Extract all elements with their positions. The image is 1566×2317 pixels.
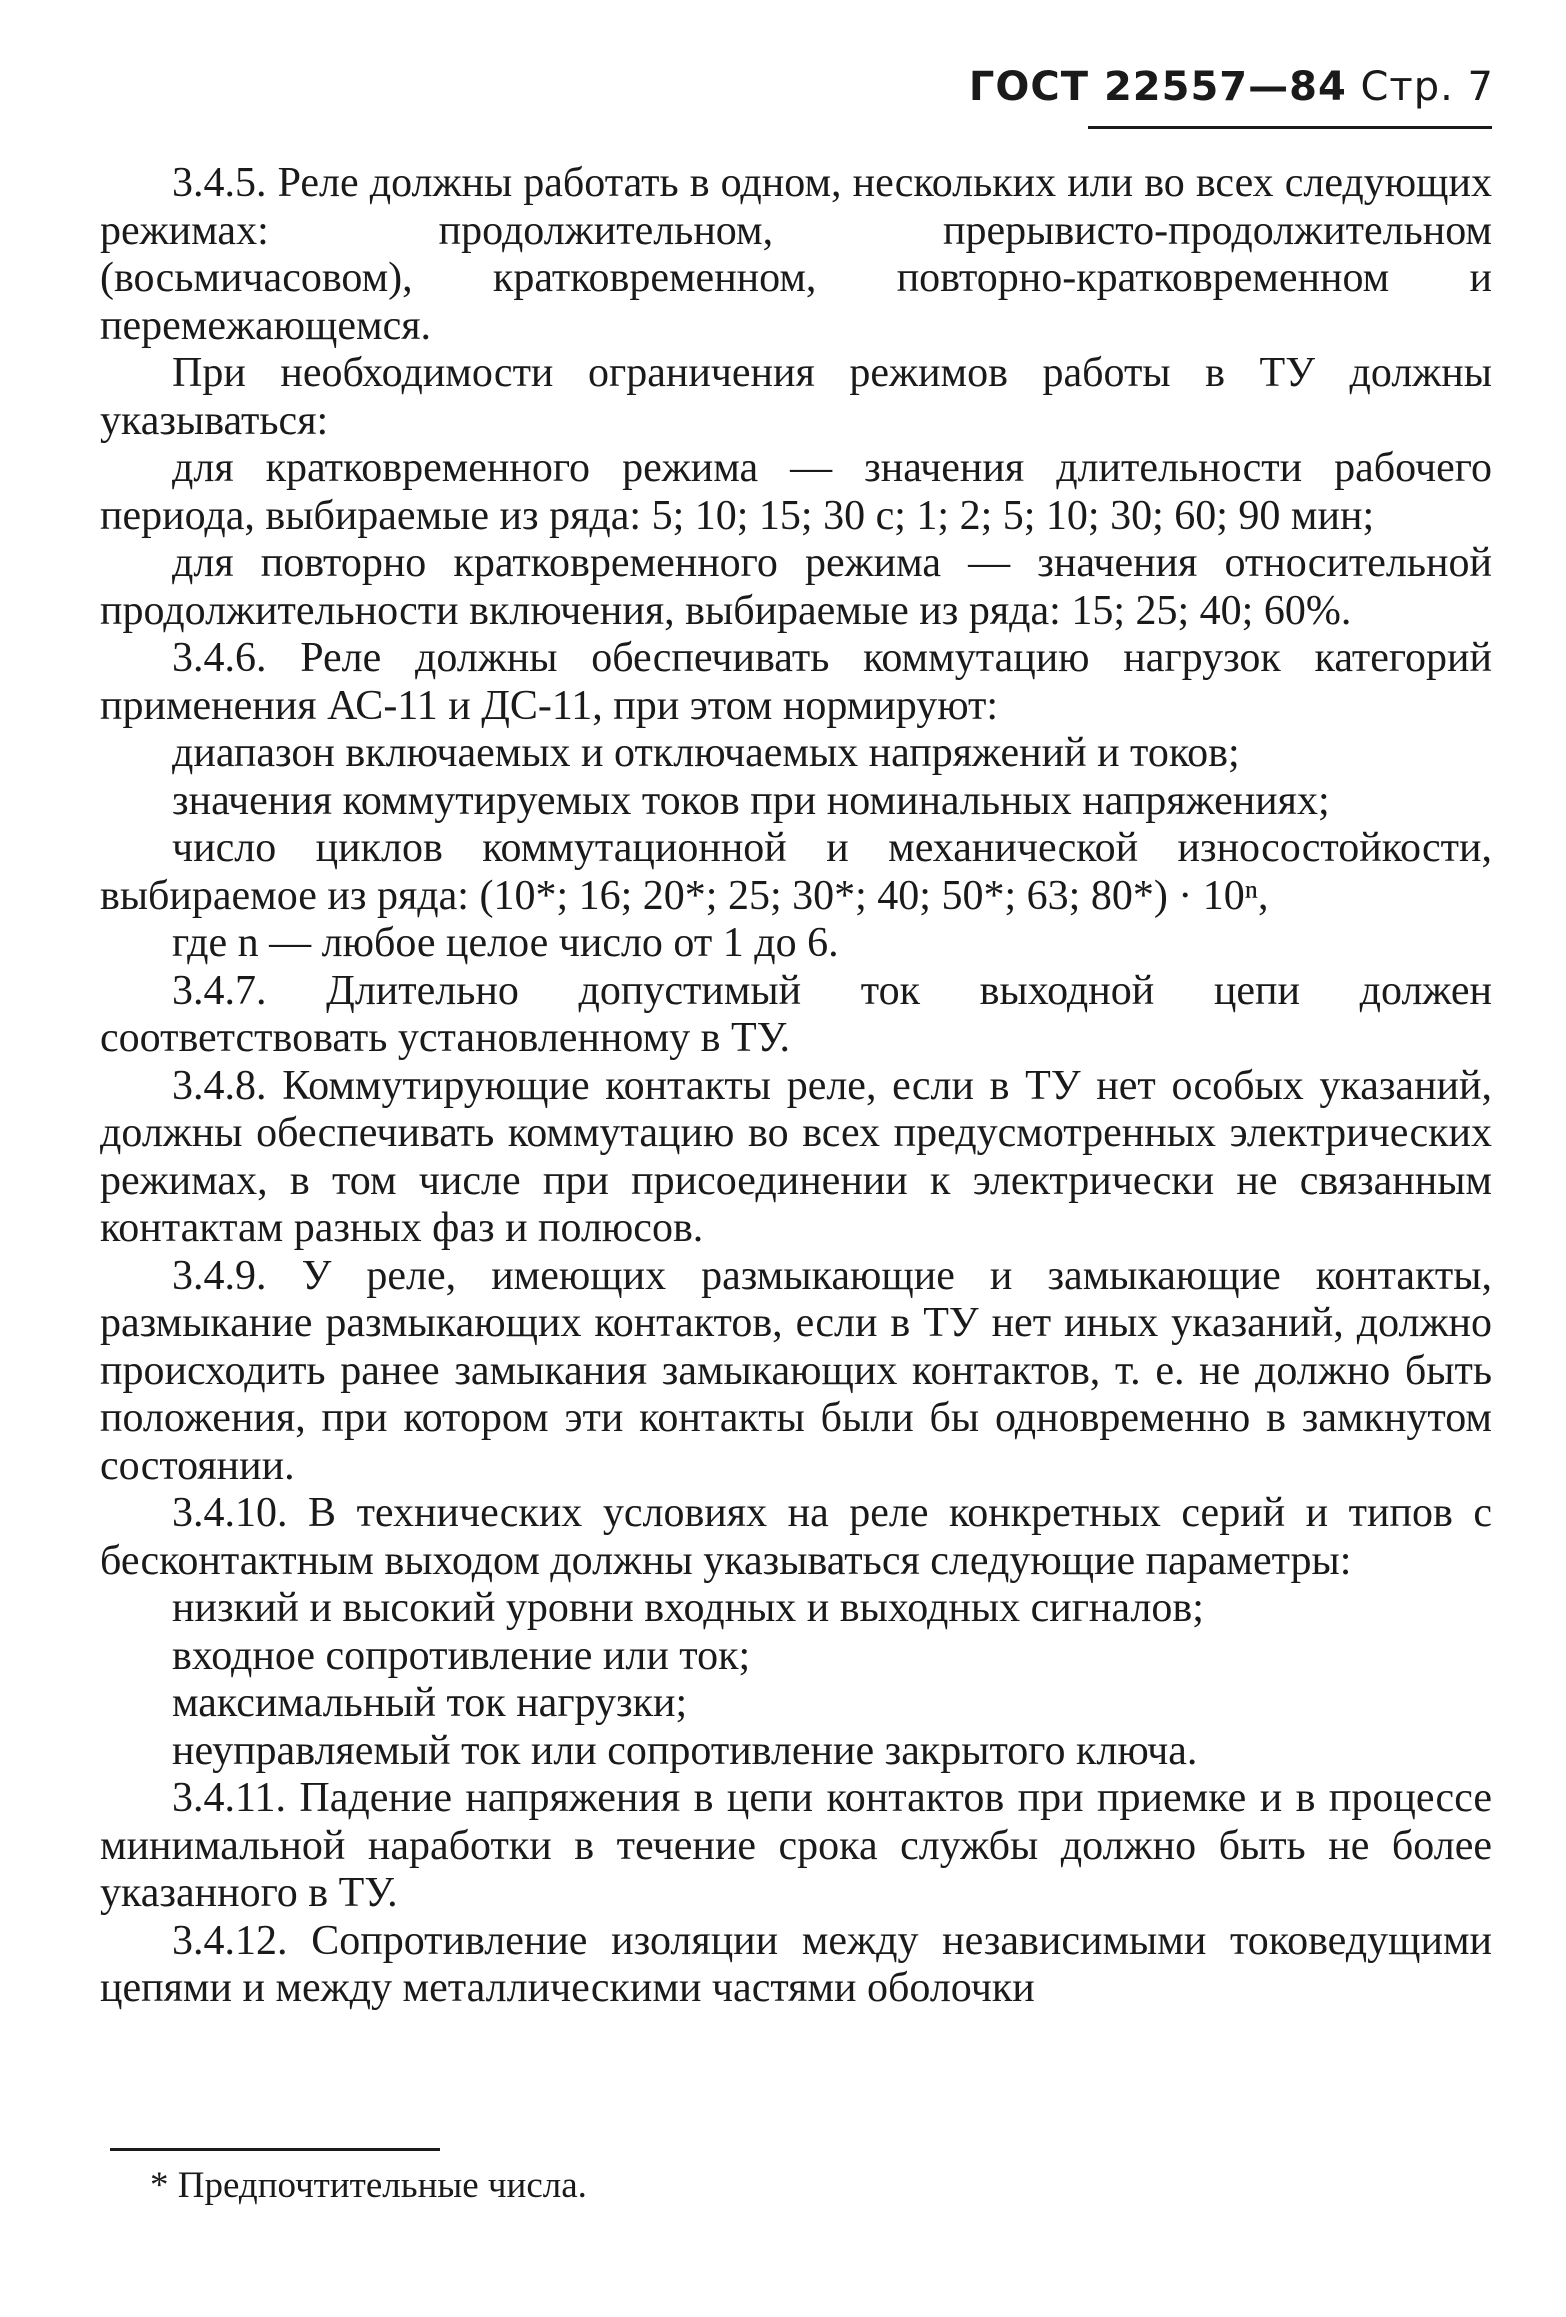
paragraph-voltage-range: диапазон включаемых и отключаемых напряжений и токов; [172, 730, 1240, 776]
paragraph-modes-limits: При необходимости ограничения режимов работы в ТУ должны указываться: [100, 350, 1492, 444]
paragraph-max-load-current: максимальный ток нагрузки; [172, 1680, 688, 1726]
paragraph-intermittent-mode: для повторно кратковременного режима — значения относительной продолжительности включения, выбираемые из ряда: 15; 25; 40; 60%. [100, 540, 1492, 634]
clause-3-4-9: 3.4.9. У реле, имеющих размыкающие и замыкающие контакты, размыкание размыкающих контактов, если в ТУ нет иных указаний, должно происходить ранее замыкания замыкающих контактов, т. е. не должно быть положения, при котором эти контакты были бы одновременно в замкнутом состоянии. [100, 1252, 1492, 1489]
paragraph-switched-currents: значения коммутируемых токов при номинальных напряжениях; [172, 777, 1330, 824]
paragraph-n-definition: где n — любое целое число от 1 до 6. [172, 920, 839, 966]
clause-3-4-11: 3.4.11. Падение напряжения в цепи контактов при приемке и в процессе минимальной наработки в течение срока службы должно быть не более указанного в ТУ. [100, 1775, 1492, 1916]
clause-3-4-12: 3.4.12. Сопротивление изоляции между независимыми токоведущими цепями и между металлическими частями оболочки [100, 1917, 1492, 2011]
paragraph-endurance-cycles: число циклов коммутационной и механической износостойкости, выбираемое из ряда: (10*; 16; 20*; 25; 30*; 40; 50*; 63; 80*) · 10ⁿ, [100, 825, 1492, 919]
document-body [100, 160, 1492, 2013]
clause-3-4-6: 3.4.6. Реле должны обеспечивать коммутацию нагрузок категорий применения АС-11 и ДС-11, при этом нормируют: [100, 635, 1492, 729]
footnote-rule [110, 2148, 440, 2151]
footnote: * Предпочтительные числа. [150, 2165, 587, 2206]
clause-3-4-7: 3.4.7. Длительно допустимый ток выходной цепи должен соответствовать установленному в ТУ. [100, 967, 1492, 1061]
paragraph-signal-levels: низкий и высокий уровни входных и выходных сигналов; [172, 1585, 1204, 1631]
page-header [969, 64, 1494, 110]
clause-3-4-10: 3.4.10. В технических условиях на реле конкретных серий и типов с бесконтактным выходом должны указываться следующие параметры: [100, 1490, 1492, 1584]
paragraph-leakage-current: неуправляемый ток или сопротивление закрытого ключа. [172, 1727, 1198, 1774]
paragraph-short-time-mode: для кратковременного режима — значения длительности рабочего периода, выбираемые из ряда: 5; 10; 15; 30 с; 1; 2; 5; 10; 30; 60; 90 мин; [100, 445, 1492, 539]
header-rule [1088, 126, 1492, 129]
page-number: Стр. 7 [1360, 64, 1494, 110]
standard-number: ГОСТ 22557—84 [968, 64, 1347, 110]
clause-3-4-5: 3.4.5. Реле должны работать в одном, нескольких или во всех следующих режимах: продолжительном, прерывисто-продолжительном (восьмичасовом), кратковременном, повторно-кратковременном и перемежающемся. [100, 160, 1492, 349]
clause-3-4-8: 3.4.8. Коммутирующие контакты реле, если в ТУ нет особых указаний, должны обеспечивать коммутацию во всех предусмотренных электрических режимах, в том числе при присоединении к электрически не связанным контактам разных фаз и полюсов. [100, 1062, 1492, 1251]
paragraph-input-resistance: входное сопротивление или ток; [172, 1632, 751, 1679]
